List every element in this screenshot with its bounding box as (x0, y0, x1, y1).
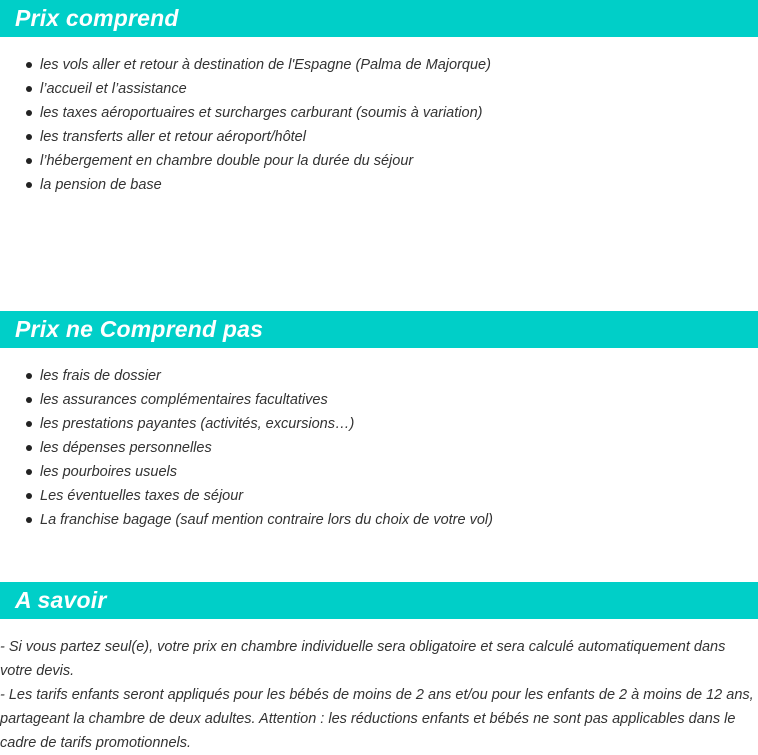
bullet-icon (26, 517, 32, 523)
excluded-list (0, 364, 493, 532)
list-item: les prestations payantes (activités, excursions…) (0, 412, 493, 436)
included-list (0, 53, 491, 197)
info-header (0, 582, 758, 619)
included-header (0, 0, 758, 37)
list-item: la pension de base (0, 173, 491, 197)
bullet-icon (26, 469, 32, 475)
bullet-icon (26, 373, 32, 379)
info-title: A savoir (15, 587, 107, 613)
list-item: les assurances complémentaires facultatives (0, 388, 493, 412)
bullet-icon (26, 421, 32, 427)
list-item: les vols aller et retour à destination de l'Espagne (Palma de Majorque) (0, 53, 491, 77)
list-item: La franchise bagage (sauf mention contraire lors du choix de votre vol) (0, 508, 493, 532)
bullet-icon (26, 493, 32, 499)
list-item: les frais de dossier (0, 364, 493, 388)
list-item: l’hébergement en chambre double pour la durée du séjour (0, 149, 491, 173)
list-item: Les éventuelles taxes de séjour (0, 484, 493, 508)
excluded-header (0, 311, 758, 348)
bullet-icon (26, 110, 32, 116)
bullet-icon (26, 445, 32, 451)
list-item: les transferts aller et retour aéroport/hôtel (0, 125, 491, 149)
bullet-icon (26, 86, 32, 92)
excluded-title: Prix ne Comprend pas (15, 316, 264, 342)
included-title: Prix comprend (15, 5, 179, 31)
bullet-icon (26, 397, 32, 403)
list-item: les dépenses personnelles (0, 436, 493, 460)
list-item: les pourboires usuels (0, 460, 493, 484)
info-paragraph: - Les tarifs enfants seront appliqués pour les bébés de moins de 2 ans et/ou pour les enfants de 2 à moins de 12 ans, partageant la chambre de deux adultes. Attention : les réductions enfants et bébés ne sont pas applicables dans le cadre de tarifs promotionnels. (0, 687, 754, 751)
bullet-icon (26, 134, 32, 140)
list-item: les taxes aéroportuaires et surcharges carburant (soumis à variation) (0, 101, 491, 125)
bullet-icon (26, 62, 32, 68)
info-paragraph: - Si vous partez seul(e), votre prix en chambre individuelle sera obligatoire et sera calculé automatiquement dans votre devis. (0, 639, 726, 679)
list-item: l’accueil et l’assistance (0, 77, 491, 101)
bullet-icon (26, 158, 32, 164)
info-notes (0, 635, 758, 755)
bullet-icon (26, 182, 32, 188)
